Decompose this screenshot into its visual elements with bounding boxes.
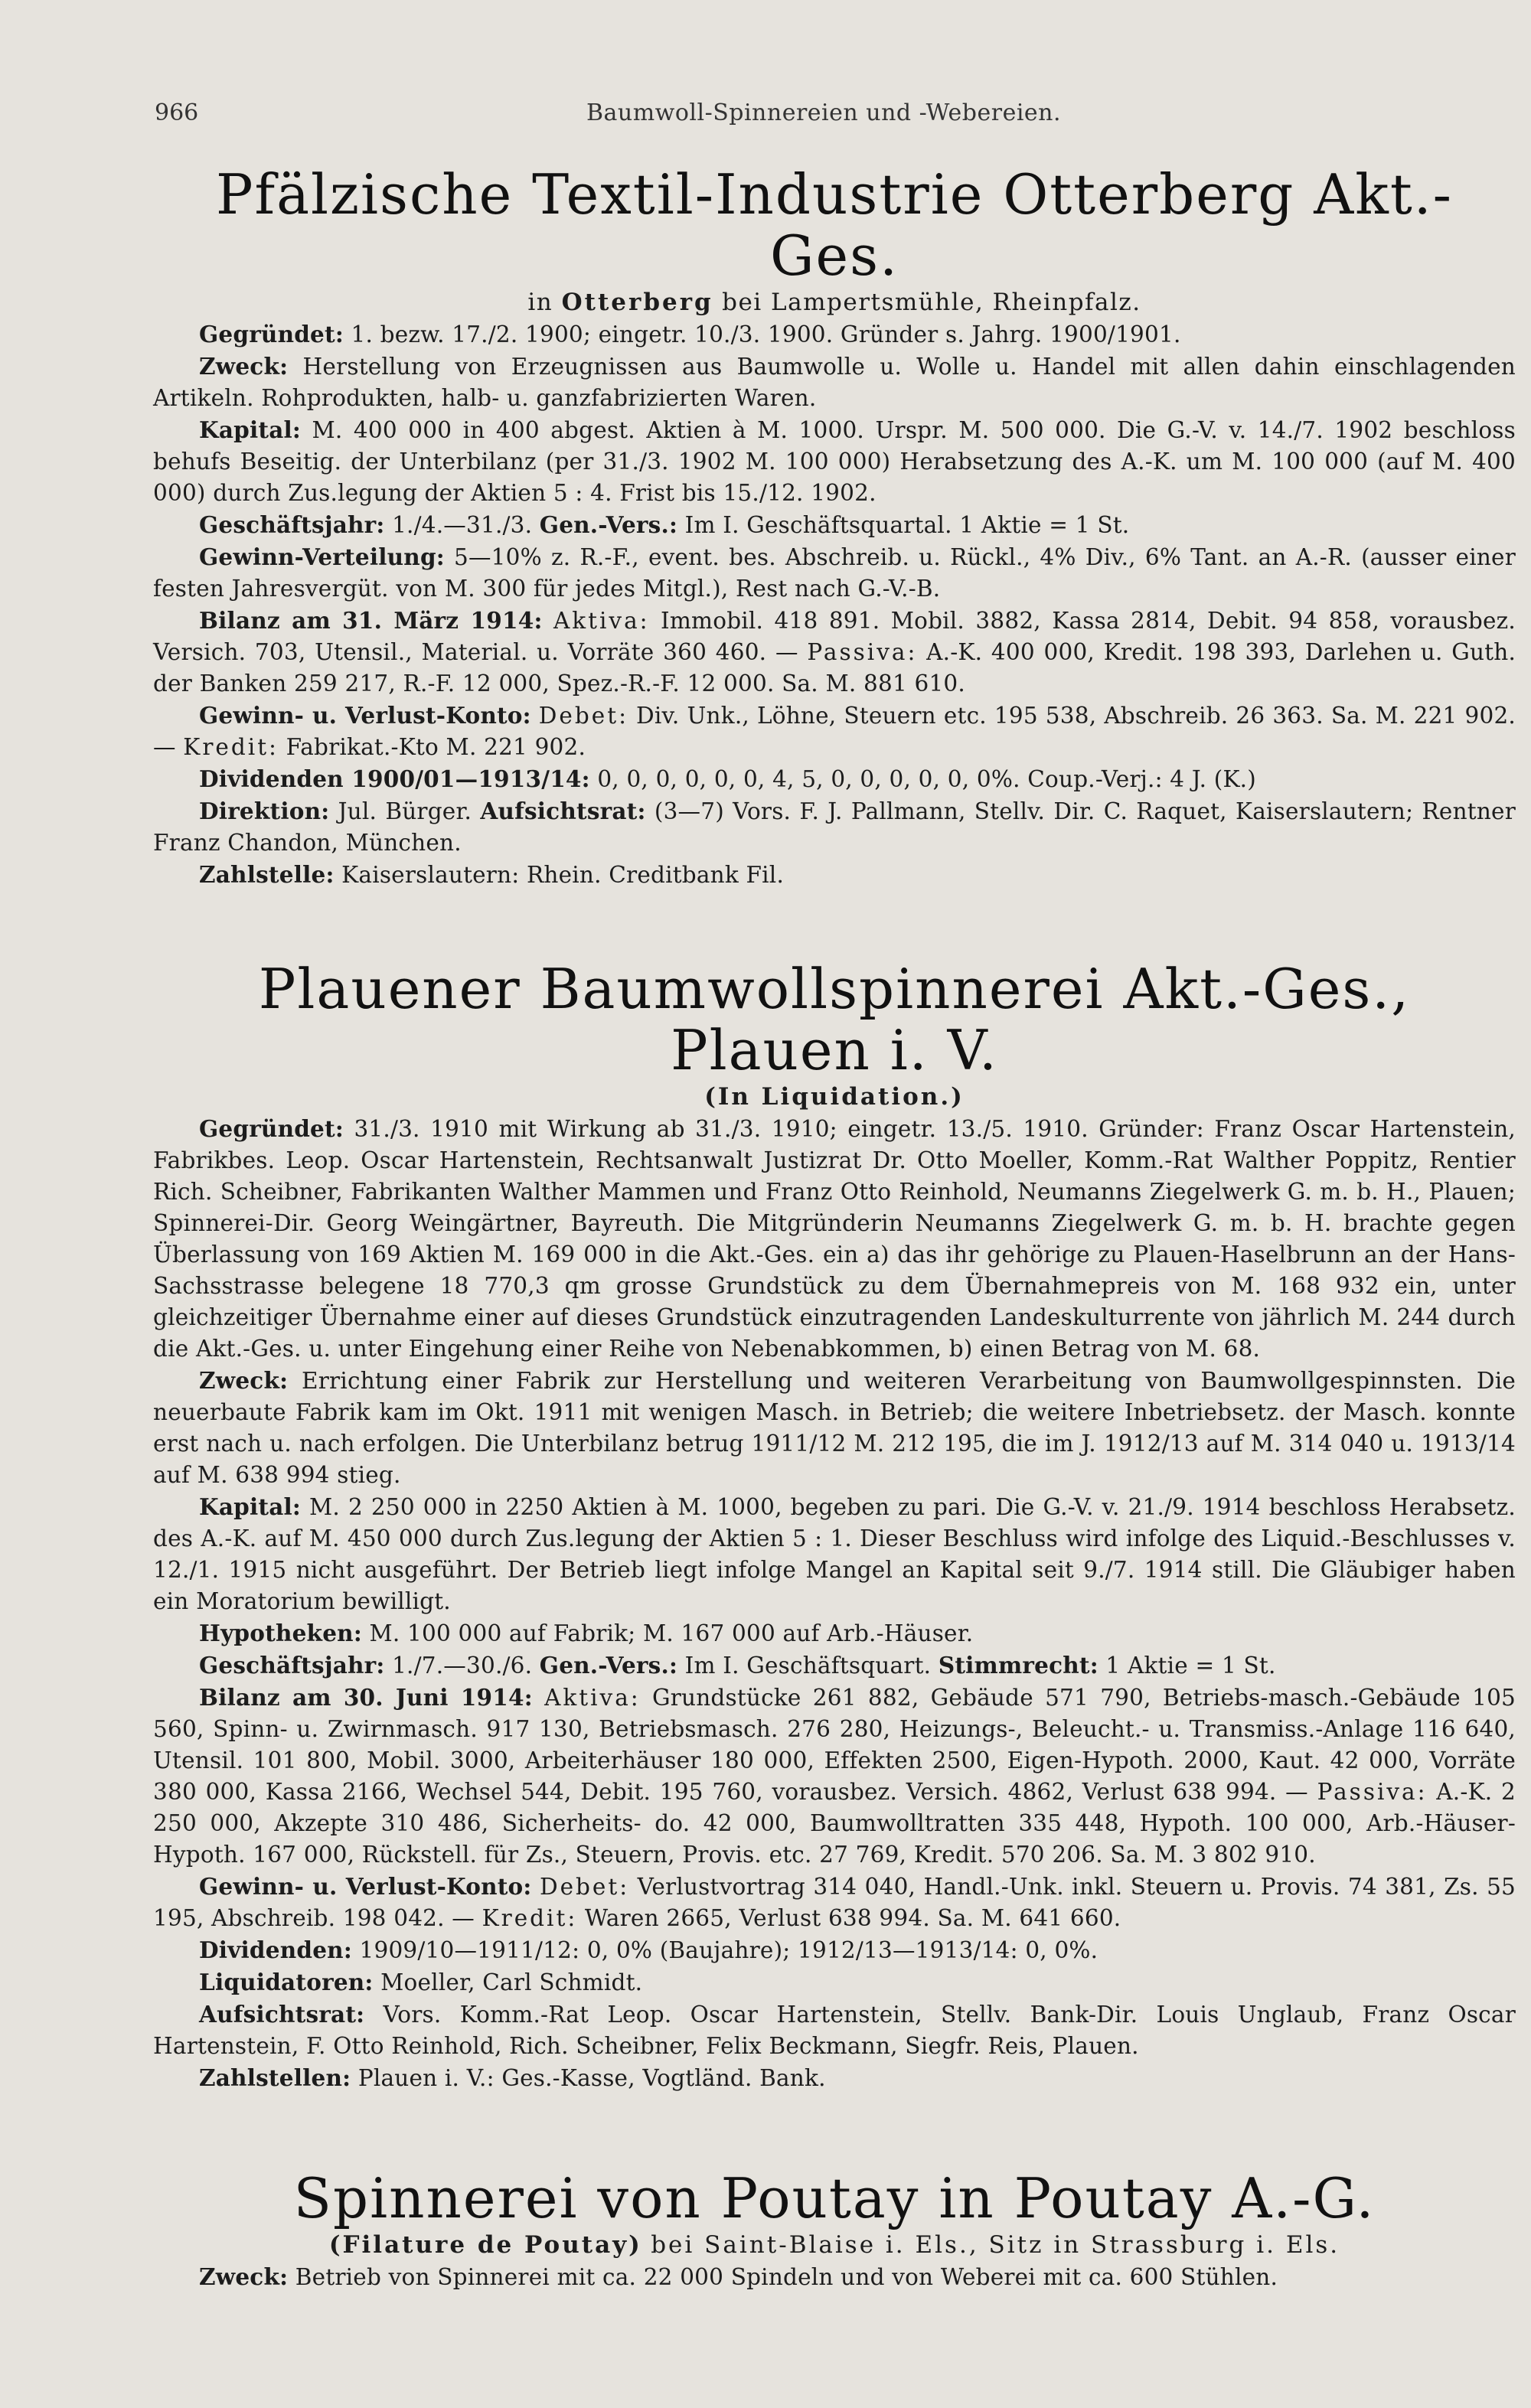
gewinn-verlust-paragraph bbox=[153, 700, 1516, 763]
gegruendet-paragraph bbox=[153, 318, 1516, 351]
field-label: Bilanz am 31. März 1914: bbox=[199, 607, 543, 634]
field-text: Plauen i. V.: Ges.-Kasse, Vogtländ. Bank. bbox=[357, 2065, 826, 2091]
hypotheken-paragraph bbox=[153, 1617, 1516, 1649]
page-number: 966 bbox=[155, 100, 199, 126]
field-text: (3—7) Vors. F. J. Pallmann, Stellv. Dir. C. Raquet, Kaiserslautern; Rentner Franz Chandon, München. bbox=[153, 798, 1516, 856]
bilanz-paragraph bbox=[153, 605, 1516, 700]
field-label: Gewinn-Verteilung: bbox=[199, 543, 445, 570]
aufsichtsrat-paragraph bbox=[153, 1999, 1516, 2062]
field-text: A.-K. 400 000, Kredit. 198 393, Darlehen u. Guth. der Banken 259 217, R.-F. 12 000, Spez.-R.-F. 12 000. Sa. M. 881 610. bbox=[153, 639, 1516, 697]
field-label: Bilanz am 30. Juni 1914: bbox=[199, 1684, 533, 1711]
liquidation-status bbox=[153, 1081, 1516, 1113]
field-label: Zahlstellen: bbox=[199, 2064, 351, 2091]
field-label: Zweck: bbox=[199, 353, 289, 380]
running-head bbox=[153, 100, 1516, 145]
field-label: Gen.-Vers.: bbox=[539, 1652, 678, 1679]
field-label: Gen.-Vers.: bbox=[539, 511, 678, 538]
field-text: Immobil. 418 891. Mobil. 3882, Kassa 2814, Debit. 94 858, vorausbez. Versich. 703, Utensil., Material. u. Vorräte 360 460. — bbox=[153, 608, 1516, 665]
geschaeftsjahr-paragraph bbox=[153, 509, 1516, 541]
field-text: Div. Unk., Löhne, Steuern etc. 195 538, Abschreib. 26 363. Sa. M. 221 902. — bbox=[153, 703, 1516, 760]
field-label: Hypotheken: bbox=[199, 1620, 362, 1646]
field-label: Stimmrecht: bbox=[938, 1652, 1098, 1679]
dividenden-paragraph bbox=[153, 1934, 1516, 1966]
aktiva-label: Aktiva: bbox=[544, 1685, 641, 1711]
field-label: Kapital: bbox=[199, 416, 302, 443]
company-entry-pfaelzische bbox=[153, 164, 1516, 891]
field-label: Kapital: bbox=[199, 1493, 302, 1520]
field-label: Dividenden: bbox=[199, 1937, 352, 1963]
field-text: Grundstücke 261 882, Gebäude 571 790, Betriebs-masch.-Gebäude 105 560, Spinn- u. Zwirnmasch. 917 130, Betriebsmasch. 276 280, Heizungs-, Beleucht.- u. Transmiss.-Anlage 116 640, Utensil. 101 800, Mobil. 3000, Arbeiterhäuser 180 000, Effekten 2500, Eigen-Hypoth. 2000, Kaut. 42 000, Vorräte 380 000, Kassa 2166, Wechsel 544, Debit. 195 760, vorausbez. Versich. 4862, Verlust 638 994. — bbox=[153, 1685, 1516, 1805]
field-text: M. 400 000 in 400 abgest. Aktien à M. 1000. Urspr. M. 500 000. Die G.-V. v. 14./7. 1902 beschloss behufs Beseitig. der Unterbilanz (per 31./3. 1902 M. 100 000) Herabsetzung des A.-K. um M. 100 000 (auf M. 400 000) durch Zus.legung der Aktien 5 : 4. Frist bis 15./12. 1902. bbox=[153, 417, 1516, 506]
field-text: 1. bezw. 17./2. 1900; eingetr. 10./3. 1900. Gründer s. Jahrg. 1900/1901. bbox=[351, 321, 1181, 347]
location-prefix: in bbox=[527, 289, 553, 316]
company-entry-poutay bbox=[153, 2168, 1516, 2293]
french-name: (Filature de Poutay) bbox=[328, 2231, 642, 2259]
field-label: Gewinn- u. Verlust-Konto: bbox=[199, 702, 531, 729]
field-text: Fabrikat.-Kto M. 221 902. bbox=[286, 734, 586, 760]
field-text: Errichtung einer Fabrik zur Herstellung und weiteren Verarbeitung von Baumwollgespinnsten. Die neuerbaute Fabrik kam im Okt. 1911 mit wenigen Masch. in Betrieb; die weitere Inbetriebsetz. der Masch. konnte erst nach u. nach erfolgen. Die Unterbilanz betrug 1911/12 M. 212 195, die im J. 1912/13 auf M. 314 040 u. 1913/14 auf M. 638 994 stieg. bbox=[153, 1368, 1516, 1488]
field-text: 1909/10—1911/12: 0, 0% (Baujahre); 1912/13—1913/14: 0, 0%. bbox=[359, 1937, 1098, 1963]
field-text: Im I. Geschäftsquart. bbox=[684, 1653, 932, 1679]
field-label: Zweck: bbox=[199, 2263, 289, 2290]
field-text: Herstellung von Erzeugnissen aus Baumwolle u. Wolle u. Handel mit allen dahin einschlagenden Artikeln. Rohprodukten, halb- u. ganzfabrizierten Waren. bbox=[153, 354, 1516, 411]
field-text: 1./4.—31./3. bbox=[392, 512, 533, 538]
field-text: 1./7.—30./6. bbox=[392, 1653, 533, 1679]
company-title: Plauener Baumwollspinnerei Akt.-Ges., Plauen i. V. bbox=[258, 957, 1411, 1082]
debet-label: Debet: bbox=[538, 703, 629, 729]
company-location bbox=[153, 2229, 1516, 2261]
zweck-paragraph bbox=[153, 1365, 1516, 1491]
field-text: Jul. Bürger. bbox=[338, 798, 472, 824]
field-label: Gegründet: bbox=[199, 1115, 344, 1142]
company-location bbox=[153, 286, 1516, 318]
field-text: 0, 0, 0, 0, 0, 0, 4, 5, 0, 0, 0, 0, 0, 0%. Coup.-Verj.: 4 J. (K.) bbox=[597, 766, 1256, 792]
zahlstelle-paragraph bbox=[153, 859, 1516, 891]
kredit-label: Kredit: bbox=[481, 1905, 578, 1931]
location-city: Otterberg bbox=[561, 289, 713, 316]
gewinn-verteilung-paragraph bbox=[153, 541, 1516, 605]
company-title: Pfälzische Textil-Industrie Otterberg Akt.-Ges. bbox=[216, 162, 1453, 288]
field-label: Gewinn- u. Verlust-Konto: bbox=[199, 1873, 532, 1900]
field-text: Kaiserslautern: Rhein. Creditbank Fil. bbox=[341, 862, 785, 888]
field-text: Waren 2665, Verlust 638 994. Sa. M. 641 660. bbox=[584, 1905, 1121, 1931]
passiva-label: Passiva: bbox=[1317, 1779, 1428, 1805]
section-spacer bbox=[153, 2094, 1516, 2168]
field-text: Vors. Komm.-Rat Leop. Oscar Hartenstein, Stellv. Bank-Dir. Louis Unglaub, Franz Oscar Hartenstein, F. Otto Reinhold, Rich. Scheibner, Felix Beckmann, Siegfr. Reis, Plauen. bbox=[153, 2002, 1516, 2059]
status-text: (In Liquidation.) bbox=[704, 1083, 965, 1111]
location-suffix: bei Saint-Blaise i. Els., Sitz in Strassburg i. Els. bbox=[651, 2231, 1340, 2259]
bilanz-paragraph bbox=[153, 1682, 1516, 1871]
passiva-label: Passiva: bbox=[807, 639, 918, 665]
aktiva-label: Aktiva: bbox=[553, 608, 650, 634]
zweck-paragraph bbox=[153, 2261, 1516, 2293]
liquidatoren-paragraph bbox=[153, 1966, 1516, 1999]
zahlstellen-paragraph bbox=[153, 2062, 1516, 2094]
kredit-label: Kredit: bbox=[183, 734, 279, 760]
field-text: Verlustvortrag 314 040, Handl.-Unk. inkl. Steuern u. Provis. 74 381, Zs. 55 195, Abschreib. 198 042. — bbox=[153, 1874, 1516, 1931]
section-spacer bbox=[153, 891, 1516, 958]
field-text: M. 100 000 auf Fabrik; M. 167 000 auf Arb.-Häuser. bbox=[369, 1620, 974, 1646]
field-text: 1 Aktie = 1 St. bbox=[1105, 1653, 1276, 1679]
company-entry-plauener bbox=[153, 958, 1516, 2094]
field-text: Moeller, Carl Schmidt. bbox=[380, 1969, 643, 1995]
zweck-paragraph bbox=[153, 351, 1516, 414]
field-label: Aufsichtsrat: bbox=[199, 2001, 365, 2028]
company-title: Spinnerei von Poutay in Poutay A.-G. bbox=[293, 2166, 1376, 2230]
field-text: Im I. Geschäftsquartal. 1 Aktie = 1 St. bbox=[684, 512, 1130, 538]
field-label: Zahlstelle: bbox=[199, 861, 335, 888]
kapital-paragraph bbox=[153, 1491, 1516, 1617]
geschaeftsjahr-paragraph bbox=[153, 1649, 1516, 1682]
direktion-paragraph bbox=[153, 795, 1516, 859]
debet-label: Debet: bbox=[539, 1874, 630, 1900]
kapital-paragraph bbox=[153, 414, 1516, 509]
field-text: Betrieb von Spinnerei mit ca. 22 000 Spindeln und von Weberei mit ca. 600 Stühlen. bbox=[295, 2264, 1278, 2290]
field-label: Aufsichtsrat: bbox=[480, 798, 646, 824]
field-label: Gegründet: bbox=[199, 321, 344, 347]
gegruendet-paragraph bbox=[153, 1113, 1516, 1365]
field-label: Dividenden 1900/01—1913/14: bbox=[199, 765, 590, 792]
dividenden-paragraph bbox=[153, 763, 1516, 795]
field-text: 5—10% z. R.-F., event. bes. Abschreib. u. Rückl., 4% Div., 6% Tant. an A.-R. (ausser einer festen Jahresvergüt. von M. 300 für jedes Mitgl.), Rest nach G.-V.-B. bbox=[153, 544, 1516, 602]
field-label: Geschäftsjahr: bbox=[199, 511, 385, 538]
field-text: 31./3. 1910 mit Wirkung ab 31./3. 1910; eingetr. 13./5. 1910. Gründer: Franz Oscar Hartenstein, Fabrikbes. Leop. Oscar Hartenstein, Rechtsanwalt Justizrat Dr. Otto Moeller, Komm.-Rat Walther Poppitz, Rentier Rich. Scheibner, Fabrikanten Walther Mammen und Franz Otto Reinhold, Neumanns Ziegelwerk G. m. b. H., Plauen; Spinnerei-Dir. Georg Weingärtner, Bayreuth. Die Mitgründerin Neumanns Ziegelwerk G. m. b. H. brachte gegen Überlassung von 169 Aktien M. 169 000 in die Akt.-Ges. ein a) das ihr gehörige zu Plauen-Haselbrunn an der Hans-Sachsstrasse belegene 18 770,3 qm grosse Grundstück zu dem Übernahmepreis von M. 168 932 ein, unter gleichzeitiger Übernahme einer auf dieses Grundstück einzutragenden Landeskulturrente von jährlich M. 244 durch die Akt.-Ges. u. unter Eingehung einer Reihe von Nebenabkommen, b) einen Betrag von M. 68. bbox=[153, 1116, 1516, 1362]
field-label: Zweck: bbox=[199, 1367, 289, 1394]
field-label: Geschäftsjahr: bbox=[199, 1652, 385, 1679]
location-suffix: bei Lampertsmühle, Rheinpfalz. bbox=[722, 289, 1141, 316]
field-text: A.-K. 2 250 000, Akzepte 310 486, Sicherheits- do. 42 000, Baumwolltratten 335 448, Hypoth. 100 000, Arb.-Häuser-Hypoth. 167 000, Rückstell. für Zs., Steuern, Provis. etc. 27 769, Kredit. 570 206. Sa. M. 3 802 910. bbox=[153, 1779, 1516, 1868]
field-label: Liquidatoren: bbox=[199, 1969, 374, 1995]
running-title: Baumwoll-Spinnereien und -Webereien. bbox=[586, 100, 1062, 126]
field-label: Direktion: bbox=[199, 798, 330, 824]
gewinn-verlust-paragraph bbox=[153, 1871, 1516, 1934]
field-text: M. 2 250 000 in 2250 Aktien à M. 1000, begeben zu pari. Die G.-V. v. 21./9. 1914 beschloss Herabsetz. des A.-K. auf M. 450 000 durch Zus.legung der Aktien 5 : 1. Dieser Beschluss wird infolge des Liquid.-Beschlusses v. 12./1. 1915 nicht ausgeführt. Der Betrieb liegt infolge Mangel an Kapital seit 9./7. 1914 still. Die Gläubiger haben ein Moratorium bewilligt. bbox=[153, 1494, 1516, 1614]
